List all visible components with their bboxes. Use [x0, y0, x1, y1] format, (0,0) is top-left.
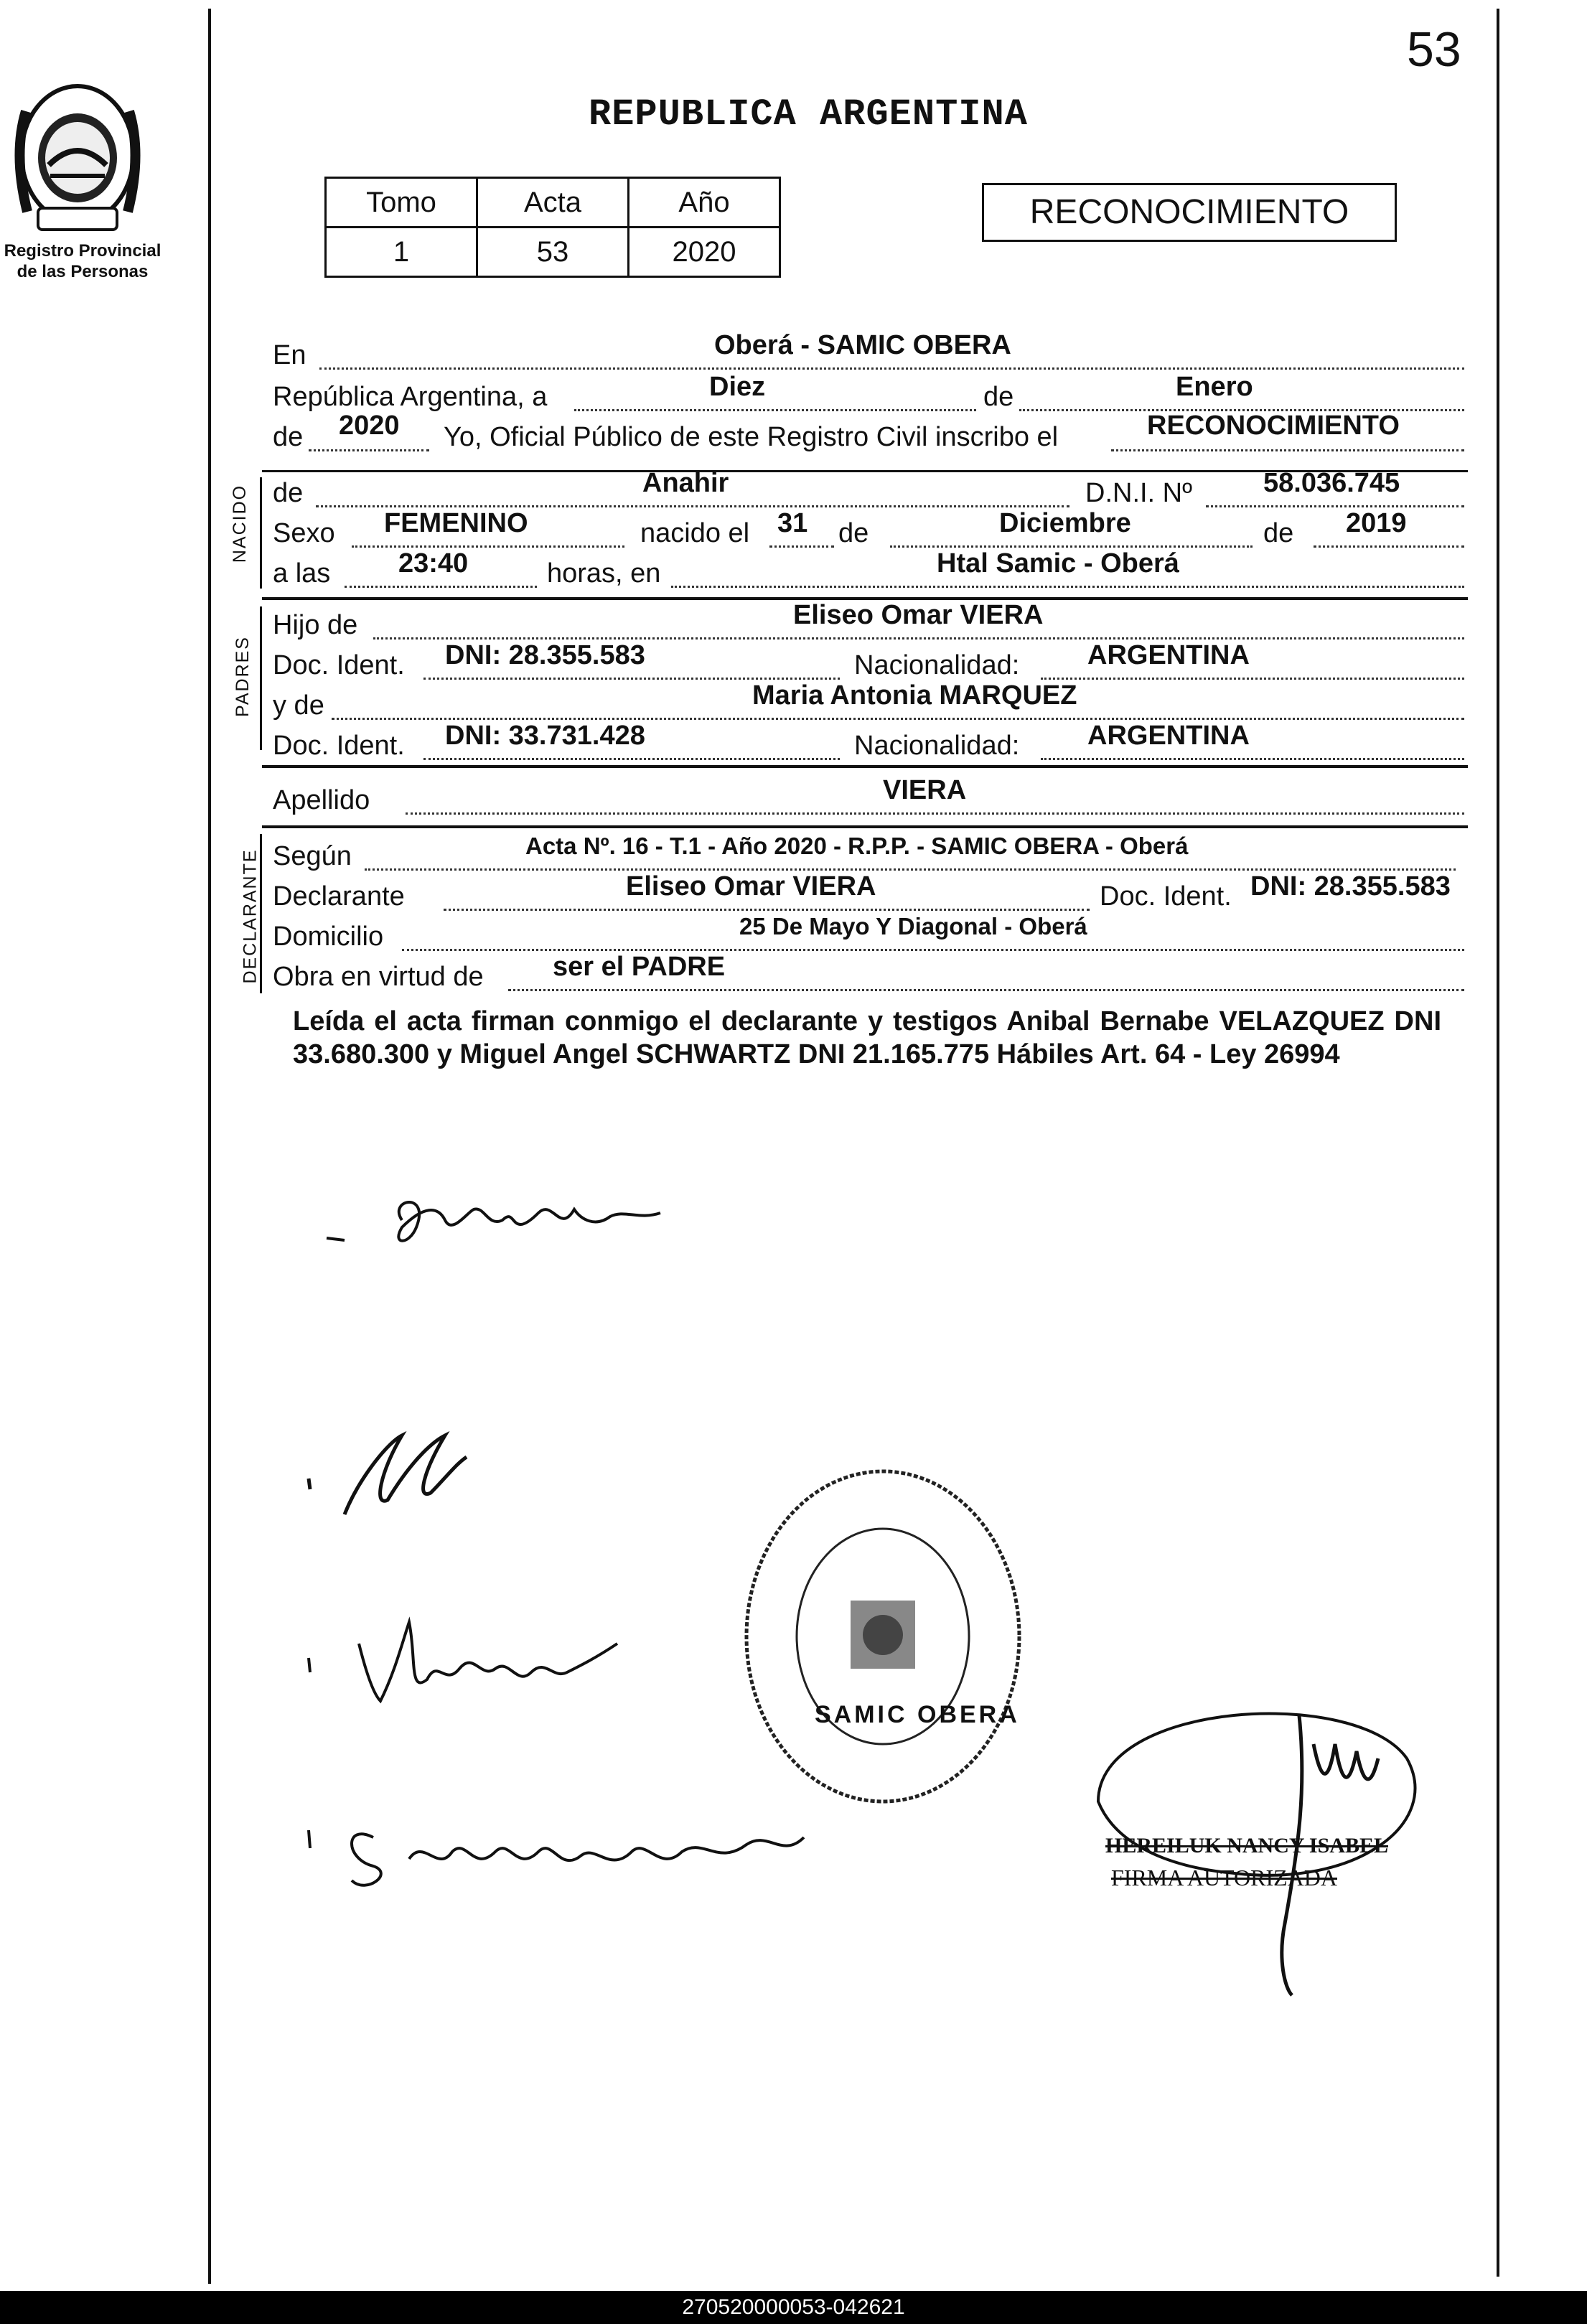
field-nac-mes: Diciembre: [999, 508, 1131, 538]
field-hora: 23:40: [398, 548, 469, 578]
field-dia: Diez: [709, 372, 766, 402]
left-margin-line: [208, 9, 211, 2284]
field-apellido: VIERA: [883, 775, 967, 805]
label-domicilio: Domicilio: [273, 922, 384, 952]
declarant-signature: [323, 1177, 725, 1263]
field-madre: Maria Antonia MARQUEZ: [752, 680, 1077, 711]
footer-code: 270520000053-042621: [0, 2291, 1587, 2324]
official-name: HEREILUK NANCY ISABEL: [1105, 1834, 1388, 1857]
dotted-line: [345, 586, 537, 588]
field-declarante-doc: DNI: 28.355.583: [1250, 871, 1451, 901]
label-hijo-de: Hijo de: [273, 610, 358, 640]
dotted-line: [1111, 449, 1464, 451]
label-dni: D.N.I. Nº: [1085, 478, 1192, 508]
province-coat-of-arms-logo: [6, 68, 149, 240]
dotted-line: [574, 409, 976, 411]
side-label-nacido: NACIDO: [230, 484, 251, 563]
dotted-line: [406, 812, 1464, 815]
page-title: REPUBLICA ARGENTINA: [589, 93, 1028, 136]
label-de: de: [838, 518, 869, 548]
dotted-line: [769, 545, 834, 548]
field-anio: 2020: [339, 411, 400, 441]
velazquez-signature: [301, 1601, 675, 1737]
label-en: En: [273, 340, 306, 370]
label-de: de: [1263, 518, 1294, 548]
section-bracket: [260, 477, 262, 589]
dotted-line: [316, 505, 1069, 507]
official-role: FIRMA AUTORIZADA: [1111, 1865, 1337, 1890]
side-label-padres: PADRES: [232, 636, 253, 717]
dotted-line: [1041, 678, 1464, 680]
table-header-anio: Año: [629, 178, 780, 228]
section-separator: [262, 765, 1468, 768]
section-bracket: [260, 606, 262, 750]
dotted-line: [1041, 758, 1464, 760]
label-de: de: [983, 382, 1014, 412]
logo-caption: [0, 240, 165, 282]
field-madre-nac: ARGENTINA: [1087, 721, 1250, 751]
field-lugar: Oberá - SAMIC OBERA: [714, 330, 1011, 360]
field-nac-dia: 31: [777, 508, 808, 538]
page-number: 53: [1407, 22, 1461, 77]
dotted-line: [319, 367, 1464, 370]
dotted-line: [671, 586, 1464, 588]
label-segun: Según: [273, 841, 352, 871]
label-yo-oficial: Yo, Oficial Público de este Registro Civil inscribo el: [444, 422, 1059, 452]
section-separator: [262, 825, 1468, 828]
closing-paragraph: Leída el acta firman conmigo el declarante y testigos Anibal Bernabe VELAZQUEZ DNI 33.680.300 y Miguel Angel SCHWARTZ DNI 21.165.775 Hábiles Art. 64 - Ley 26994: [293, 1006, 1441, 1069]
field-sexo: FEMENINO: [384, 508, 528, 538]
label-apellido: Apellido: [273, 785, 370, 815]
dotted-line: [373, 637, 1464, 639]
official-stamp: [732, 1457, 1048, 1830]
field-padre-nac: ARGENTINA: [1087, 640, 1250, 670]
field-padre: Eliseo Omar VIERA: [793, 600, 1044, 630]
field-mes: Enero: [1176, 372, 1253, 402]
label-obra-en-virtud: Obra en virtud de: [273, 962, 484, 992]
dotted-line: [444, 909, 1090, 911]
dotted-line: [352, 545, 624, 548]
label-nacionalidad: Nacionalidad:: [854, 731, 1020, 761]
label-doc-ident: Doc. Ident.: [273, 650, 405, 680]
dotted-line: [1206, 505, 1464, 507]
label-nacionalidad: Nacionalidad:: [854, 650, 1020, 680]
dotted-line: [508, 989, 1464, 991]
right-margin-line: [1497, 9, 1499, 2277]
label-de: de: [273, 422, 304, 452]
label-a-las: a las: [273, 558, 331, 589]
side-label-declarante: DECLARANTE: [240, 848, 261, 984]
logo-caption-line1: Registro Provincial: [4, 241, 161, 261]
logo-caption-line2: de las Personas: [17, 262, 149, 281]
registry-table: [324, 177, 781, 278]
field-padre-doc: DNI: 28.355.583: [445, 640, 645, 670]
dotted-line: [309, 449, 429, 451]
document-type-box: RECONOCIMIENTO: [982, 183, 1397, 242]
label-y-de: y de: [273, 690, 324, 721]
field-madre-doc: DNI: 33.731.428: [445, 721, 645, 751]
label-nacido-el: nacido el: [640, 518, 750, 548]
field-obra: ser el PADRE: [553, 952, 726, 982]
field-domicilio: 25 De Mayo Y Diagonal - Oberá: [739, 913, 1087, 940]
table-header-acta: Acta: [477, 178, 629, 228]
table-value-anio: 2020: [629, 228, 780, 277]
dotted-line: [423, 678, 840, 680]
label-horas-en: horas, en: [547, 558, 661, 589]
label-de: de: [273, 478, 304, 508]
dotted-line: [365, 868, 1456, 871]
label-doc-ident: Doc. Ident.: [273, 731, 405, 761]
label-declarante: Declarante: [273, 881, 405, 912]
dotted-line: [402, 949, 1464, 951]
field-declarante: Eliseo Omar VIERA: [626, 871, 876, 901]
field-lugar-nac: Htal Samic - Oberá: [937, 548, 1179, 578]
label-doc-ident: Doc. Ident.: [1100, 881, 1232, 912]
dotted-line: [890, 545, 1253, 548]
label-sexo: Sexo: [273, 518, 335, 548]
dotted-line: [1314, 545, 1464, 548]
stamp-inner-text: SAMIC OBERA: [815, 1701, 1020, 1728]
witness-initials-signature: [301, 1421, 488, 1536]
authorized-signature: [1069, 1658, 1471, 2002]
field-acto: RECONOCIMIENTO: [1147, 411, 1400, 441]
dotted-line: [332, 718, 1464, 720]
table-value-acta: 53: [477, 228, 629, 277]
dotted-line: [423, 758, 840, 760]
field-nac-anio: 2019: [1346, 508, 1407, 538]
field-dni: 58.036.745: [1263, 468, 1400, 498]
table-value-tomo: 1: [326, 228, 477, 277]
field-nombre: Anahir: [642, 468, 729, 498]
table-header-tomo: Tomo: [326, 178, 477, 228]
label-republica: República Argentina, a: [273, 382, 548, 412]
field-segun: Acta Nº. 16 - T.1 - Año 2020 - R.P.P. - SAMIC OBERA - Oberá: [525, 833, 1189, 859]
